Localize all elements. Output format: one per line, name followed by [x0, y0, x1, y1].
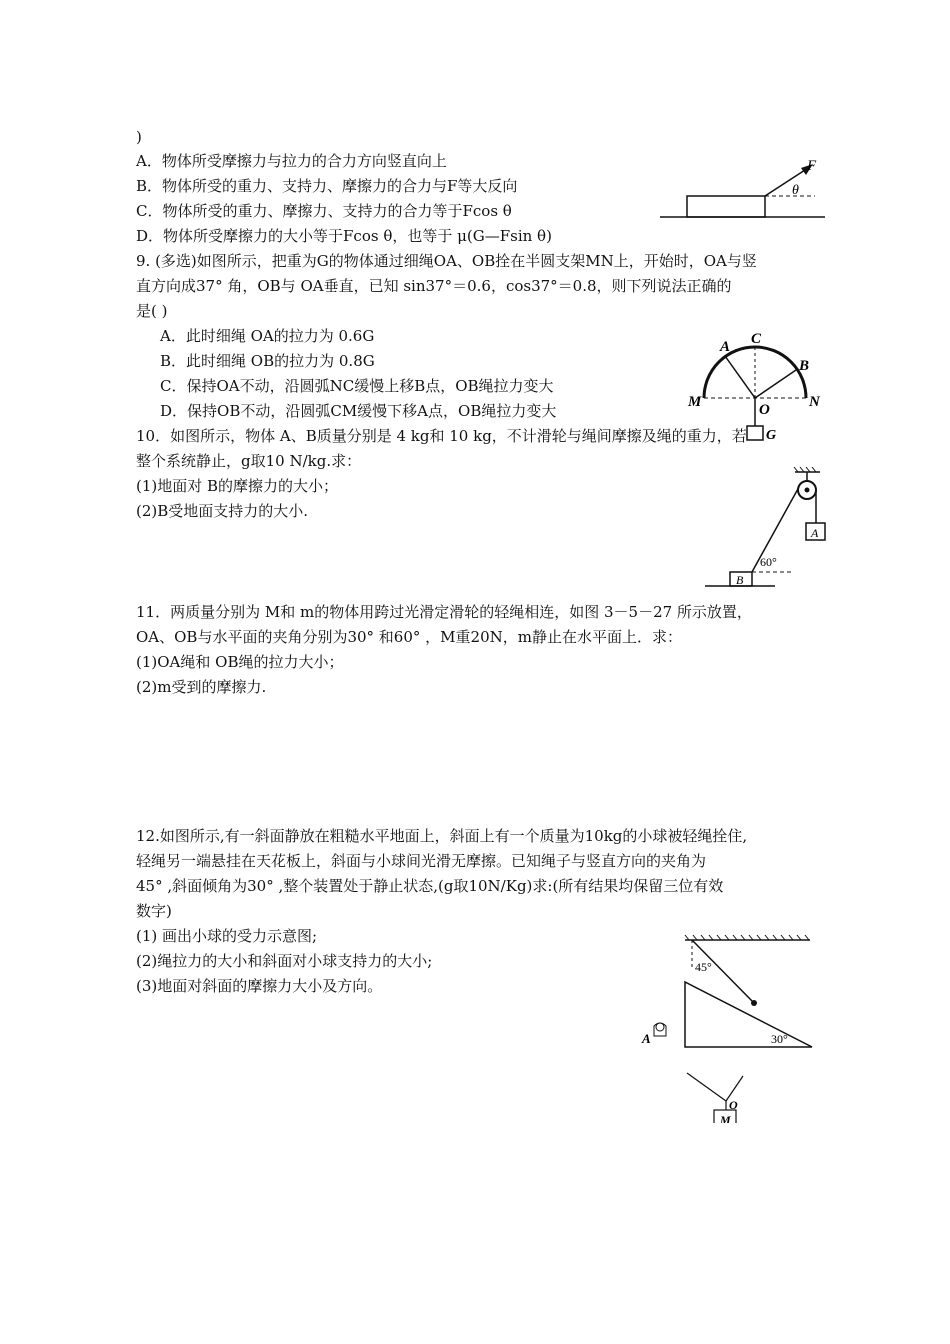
q10-figure: [700, 465, 830, 590]
q9-rope-oa: [725, 356, 755, 398]
q10-label-b: B: [736, 573, 744, 587]
q12-line-5: (1) 画出小球的受力示意图;: [136, 927, 318, 945]
q11-line-3: (1)OA绳和 OB绳的拉力大小；: [136, 653, 344, 671]
q11-rope-oa: [687, 1073, 726, 1101]
q9-weight: [747, 426, 763, 440]
q11-label-m: M: [720, 1113, 731, 1123]
q8-force-label: F: [807, 158, 817, 174]
q8-block: [687, 196, 765, 217]
q9-line-2: 直方向成37° 角，OB与 OA垂直，已知 sin37°＝0.6，cos37°＝0.8，则下列说法正确的: [136, 277, 732, 295]
q8-option-c: C．物体所受的重力、摩擦力、支持力的合力等于Fcos θ: [136, 202, 512, 220]
q9-option-d: D．保持OB不动，沿圆弧CM缓慢下移A点，OB绳拉力变大: [160, 402, 557, 420]
q10-label-a: A: [811, 526, 819, 540]
q9-option-c: C．保持OA不动，沿圆弧NC缓慢上移B点，OB绳拉力变大: [160, 377, 554, 395]
q8-force-arrow: [765, 170, 805, 196]
q12-ball: [751, 1000, 757, 1006]
q9-option-b: B．此时细绳 OB的拉力为 0.8G: [160, 352, 375, 370]
q11-label-a: A: [642, 1031, 651, 1046]
q11-label-o: O: [729, 1098, 738, 1112]
q9-line-1: 9. (多选)如图所示，把重为G的物体通过细绳OA、OB拴在半圆支架MN上，开始时，OA与竖: [136, 252, 757, 270]
q10-angle: 60°: [760, 555, 777, 569]
q9-label-c: C: [751, 331, 762, 347]
q12-line-4: 数字): [136, 902, 172, 920]
q12-line-2: 轻绳另一端悬挂在天花板上，斜面与小球间光滑无摩擦。已知绳子与竖直方向的夹角为: [136, 852, 707, 870]
q8-option-a: A．物体所受摩擦力与拉力的合力方向竖直向上: [136, 152, 447, 170]
q11-figure: [640, 1018, 760, 1123]
q11-line-2: OA、OB与水平面的夹角分别为30° 和60° ，M重20N，m静止在水平面上．求：: [136, 628, 682, 646]
q9-label-n: N: [809, 394, 820, 410]
q9-rope-ob: [755, 370, 796, 398]
q9-label-b: B: [799, 358, 810, 374]
q8-option-b: B．物体所受的重力、支持力、摩擦力的合力与F等大反向: [136, 177, 518, 195]
q12-line-6: (2)绳拉力的大小和斜面对小球支持力的大小;: [136, 952, 433, 970]
q8-tail: ): [136, 128, 142, 146]
q8-angle-label: θ: [792, 183, 799, 198]
q8-option-d: D．物体所受摩擦力的大小等于Fcos θ，也等于 μ(G—Fsin θ): [136, 227, 552, 245]
q9-line-3: 是( ): [136, 302, 168, 320]
q9-option-a: A．此时细绳 OA的拉力为 0.6G: [160, 327, 375, 345]
q9-label-o: O: [759, 402, 770, 418]
q11-pulley-a: [654, 1023, 666, 1036]
q8-figure: [655, 150, 830, 230]
q11-line-1: 11．两质量分别为 M和 m的物体用跨过光滑定滑轮的轻绳相连，如图 3－5－27 所示放置，: [136, 603, 752, 621]
q12-line-1: 12.如图所示,有一斜面静放在粗糙水平地面上，斜面上有一个质量为10kg的小球被轻绳拴住,: [136, 827, 748, 845]
q10-line-1: 10．如图所示，物体 A、B质量分别是 4 kg和 10 kg，不计滑轮与绳间摩擦及绳的重力，若: [136, 427, 747, 445]
q10-line-4: (2)B受地面支持力的大小.: [136, 502, 309, 520]
q12-line-7: (3)地面对斜面的摩擦力大小及方向。: [136, 977, 383, 995]
q9-label-a: A: [720, 339, 731, 355]
q9-label-g: G: [766, 428, 777, 443]
q10-line-3: (1)地面对 B的摩擦力的大小；: [136, 477, 339, 495]
q12-angle-incline: 30°: [771, 1032, 788, 1046]
q12-line-3: 45° ,斜面倾角为30° ,整个装置处于静止状态,(g取10N/Kg)求:(所有结果均保留三位有效: [136, 877, 724, 895]
q10-line-2: 整个系统静止，g取10 N/kg.求：: [136, 452, 362, 470]
q11-line-4: (2)m受到的摩擦力.: [136, 678, 267, 696]
q9-label-m: M: [688, 394, 702, 410]
q12-angle-rope: 45°: [695, 960, 712, 974]
